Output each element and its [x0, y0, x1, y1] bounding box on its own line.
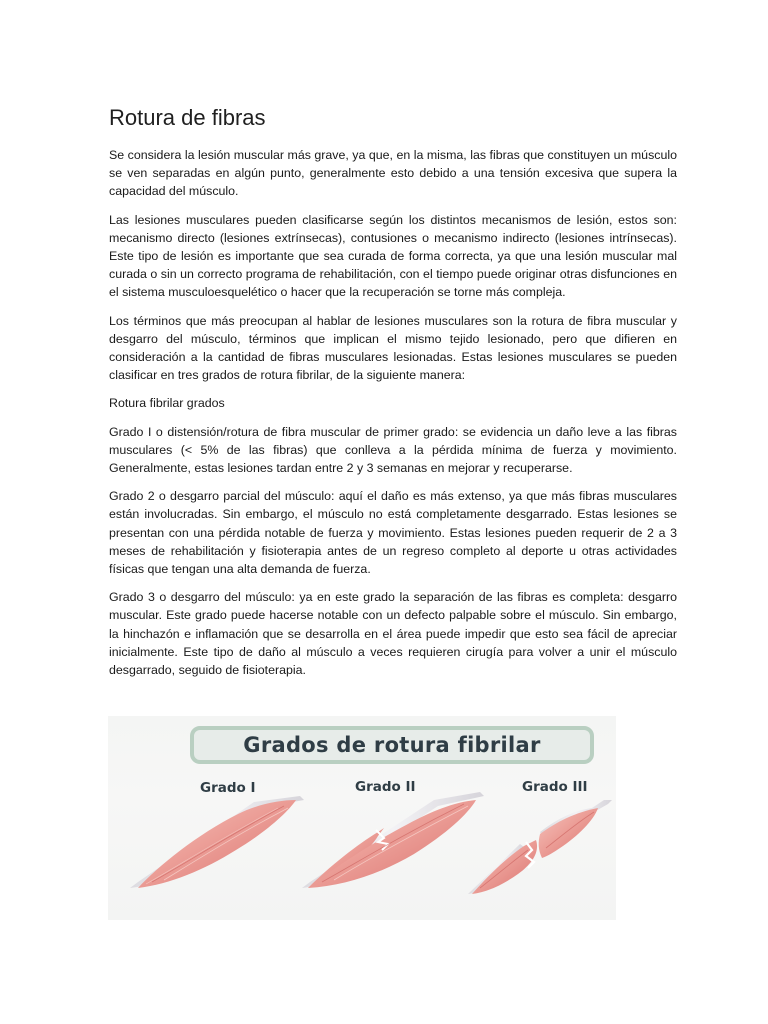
muscle-grade-2: [302, 792, 484, 888]
grade-2-label: Grado II: [355, 779, 416, 795]
grade-1-label: Grado I: [200, 780, 256, 796]
paragraph-grade-2: Grado 2 o desgarro parcial del músculo: aquí el daño es más extenso, ya que más fibras musculares están involucradas. Sin embargo, el músculo no está completamente desgarrado. Estas lesiones se presentan con una pérdida notable de fuerza y movimiento. Estas lesiones pueden requerir de 2 a 3 meses de rehabilitación y fisioterapia antes de un regreso completo al deporte u otras actividades físicas que tengan una alta demanda de fuerza.: [109, 489, 677, 577]
paragraph-definition: Se considera la lesión muscular más grave, ya que, en la misma, las fibras que constituyen un músculo se ven separadas en algún punto, generalmente esto debido a una tensión excesiva que supera la capacidad del músculo.: [109, 148, 677, 199]
muscle-tear-grades-figure: [108, 716, 616, 920]
grade-3-label: Grado III: [522, 779, 588, 795]
muscle-grade-3: [468, 800, 612, 894]
paragraph-classification: Las lesiones musculares pueden clasificarse según los distintos mecanismos de lesión, estos son: mecanismo directo (lesiones extrínsecas), contusiones o mecanismo indirecto (lesiones intrínsecas). Este tipo de lesión es importante que sea curada de forma correcta, ya que una lesión muscular mal curada o sin un correcto programa de rehabilitación, con el tiempo puede originar otras disfunciones en el sistema musculoesquelético o hacer que la recuperación se torne más compleja.: [109, 212, 677, 300]
paragraph-subheading: Rotura fibrilar grados: [109, 396, 225, 411]
paragraph-grade-3: Grado 3 o desgarro del músculo: ya en este grado la separación de las fibras es completa: desgarro muscular. Este grado puede hacerse notable con un defecto palpable sobre el músculo. Sin embargo, la hinchazón e inflamación que se desarrolla en el área puede impedir que esto sea fácil de apreciar inicialmente. Este tipo de daño al músculo a veces requieren cirugía para volver a unir el músculo desgarrado, seguido de fisioterapia.: [109, 590, 677, 678]
document-body: [109, 104, 677, 689]
page-title: Rotura de fibras: [109, 105, 266, 130]
figure-title: Grados de rotura fibrilar: [243, 733, 541, 757]
paragraph-grade-1: Grado I o distensión/rotura de fibra muscular de primer grado: se evidencia un daño leve a las fibras musculares (< 5% de las fibras) que conlleva a la pérdida mínima de fuerza y movimiento. Generalmente, estas lesiones tardan entre 2 y 3 semanas en mejorar y recuperarse.: [109, 424, 677, 476]
muscle-grade-1: [130, 796, 304, 888]
muscle-illustrations: [108, 716, 616, 920]
paragraph-terms: Los términos que más preocupan al hablar de lesiones musculares son la rotura de fibra muscular y desgarro del músculo, términos que implican el mismo tejido lesionado, pero que difieren en consideración a la cantidad de fibras musculares lesionadas. Estas lesiones musculares se pueden clasificar en tres grados de rotura fibrilar, de la siguiente manera:: [109, 313, 677, 383]
